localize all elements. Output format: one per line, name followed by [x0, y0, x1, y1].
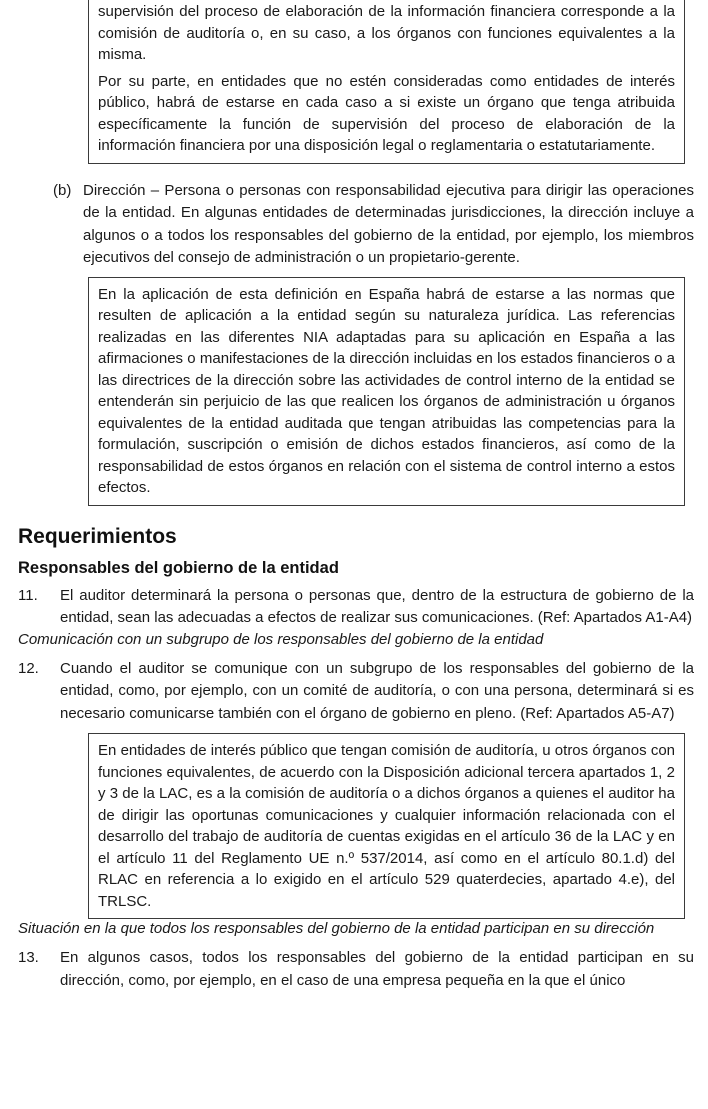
adaptation-note-box-1: [88, 0, 685, 164]
item-b-text: Dirección – Persona o personas con responsabilidad ejecutiva para dirigir las operaciones de la entidad. En algunas entidades de determinadas jurisdicciones, la dirección incluye a algunos o a todos los responsables del gobierno de la entidad, por ejemplo, los miembros ejecutivos del consejo de administración o un propietario-gerente.: [83, 181, 694, 266]
adaptation-note-box-3: [88, 733, 685, 919]
item-13-text: En algunos casos, todos los responsables del gobierno de la entidad participan en su dirección, como, por ejemplo, en el caso de una empresa pequeña en la que el único: [60, 949, 694, 989]
subsection-heading: Responsables del gobierno de la entidad: [18, 558, 339, 577]
adaptation-note-box-2: [88, 277, 685, 506]
box1-paragraph-1: supervisión del proceso de elaboración de la información financiera corresponde a la comisión de auditoría o, en su caso, a los órganos con funciones equivalentes a la misma.: [98, 3, 675, 63]
item-12-text: Cuando el auditor se comunique con un subgrupo de los responsables del gobierno de la entidad, como, por ejemplo, con un comité de auditoría, o con una persona, determinará si es necesario comunicarse también con el órgano de gobierno en pleno. (Ref: Apartados A5-A7): [60, 659, 694, 722]
definition-item-b: [53, 180, 694, 270]
requirement-item-12: [18, 658, 694, 726]
box3-paragraph-1: En entidades de interés público que tengan comisión de auditoría, u otros órganos con funciones equivalentes, de acuerdo con la Disposición adicional tercera apartados 1, 2 y 3 de la LAC, es a la comisión de auditoría o a dichos órganos a quienes el auditor ha de dirigir las oportunas comunicaciones y cualquier información relacionada con el desarrollo del trabajo de auditoría de cuentas exigidas en el artículo 36 de la LAC y en el artículo 11 del Reglamento UE n.º 537/2014, así como en el artículo 80.1.d) del RLAC en referencia a lo exigido en el artículo 529 quaterdecies, apartado 4.e), del TRLSC.: [98, 742, 675, 910]
cross-heading-participation: Situación en la que todos los responsables del gobierno de la entidad participan en su dirección: [18, 920, 655, 937]
requirement-item-11: [18, 585, 694, 630]
item-11-number: 11.: [18, 586, 38, 604]
cross-heading-subgroup: Comunicación con un subgrupo de los responsables del gobierno de la entidad: [18, 630, 544, 648]
item-11-text: El auditor determinará la persona o personas que, dentro de la estructura de gobierno de la entidad, sean las adecuadas a efectos de realizar sus comunicaciones. (Ref: Apartados A1-A4): [60, 586, 694, 626]
item-b-label: (b): [53, 181, 72, 199]
box1-paragraph-2: Por su parte, en entidades que no estén consideradas como entidades de interés público, habrá de estarse en cada caso a si existe un órgano que tenga atribuida específicamente la función de supervisión del proceso de elaboración de la información financiera por una disposición legal o reglamentaria o estatutariamente.: [98, 72, 675, 154]
requirement-item-13: [18, 947, 694, 992]
item-12-number: 12.: [18, 659, 39, 677]
box2-paragraph-1: En la aplicación de esta definición en España habrá de estarse a las normas que resulten de aplicación a la entidad según su naturaleza jurídica. Las referencias realizadas en las diferentes NIA adaptadas para su aplicación en España a las afirmaciones o manifestaciones de la dirección incluidas en los estados financieros o a las directrices de la dirección sobre las actividades de control interno de la entidad se entenderán sin perjuicio de las que realicen los órganos de administración u órganos equivalentes de la entidad auditada que tengan atribuidas las competencias para la formulación, suscripción o emisión de dichos estados financieros, así como de la responsabilidad de estos órganos en relación con el sistema de control interno a estos efectos.: [98, 285, 675, 496]
item-13-number: 13.: [18, 949, 39, 966]
section-heading: Requerimientos: [18, 524, 177, 548]
